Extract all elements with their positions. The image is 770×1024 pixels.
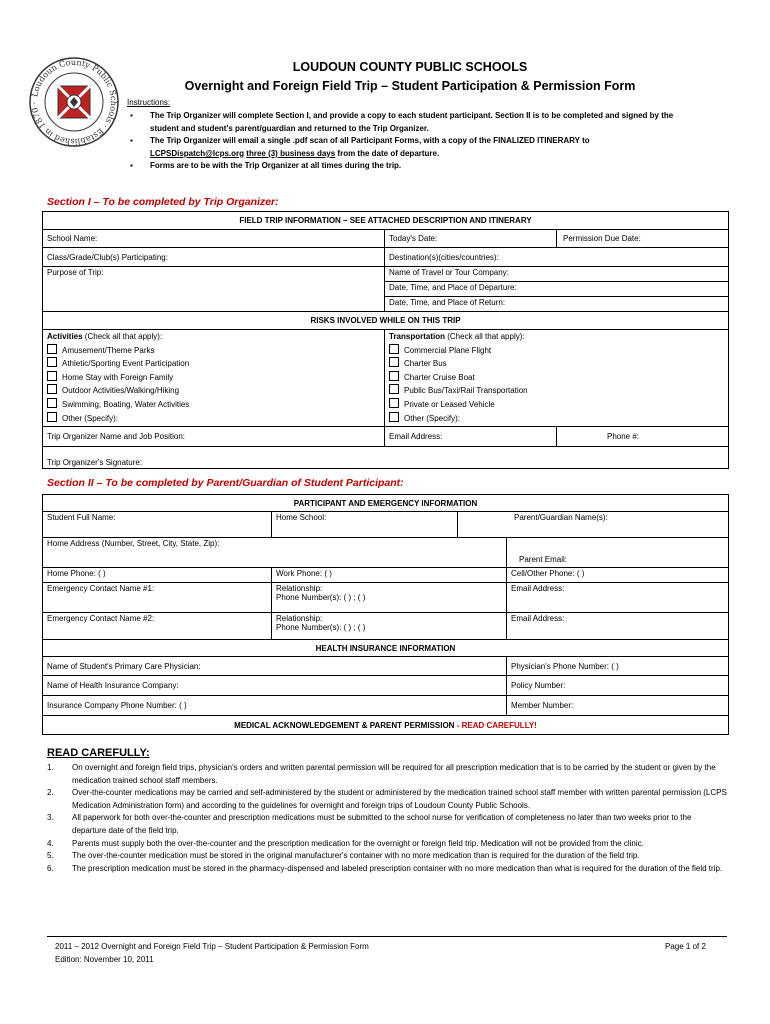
instructions-list xyxy=(130,110,700,173)
destinations-field[interactable]: Destination(s)(cities/countries): xyxy=(385,248,729,267)
form-title: Overnight and Foreign Field Trip – Student Participation & Permission Form xyxy=(184,79,636,93)
dispatch-email-link[interactable]: LCPSDispatch@lcps.org xyxy=(150,148,245,158)
health-insurance-header: HEALTH INSURANCE INFORMATION xyxy=(43,640,729,657)
todays-date-field[interactable]: Today's Date: xyxy=(385,230,557,248)
home-school-field[interactable]: Home School: xyxy=(272,512,458,538)
parent-email-field[interactable]: Parent Email: xyxy=(507,538,729,568)
list-item: 1. On overnight and foreign field trips, physician's orders and written parental permission will be required for all prescription medication that is to be carried by the student or given by the medication trained school staff members. xyxy=(47,763,716,785)
org-title: LOUDOUN COUNTY PUBLIC SCHOOLS xyxy=(292,60,528,74)
transport-checkbox[interactable]: Public Bus/Taxi/Rail Transportation xyxy=(389,384,724,398)
policy-number-field[interactable]: Policy Number: xyxy=(507,676,729,696)
list-item: 5. The over-the-counter medication must be stored in the original manufacturer's container with no more medication than is required for the duration of the field trip. xyxy=(47,851,640,861)
transport-checkbox[interactable]: Other (Specify): xyxy=(389,412,724,426)
insurance-phone-field[interactable]: Insurance Company Phone Number: ( ) xyxy=(43,696,507,716)
travel-company-field[interactable]: Name of Travel or Tour Company: xyxy=(385,267,729,282)
transport-checkbox[interactable]: Charter Cruise Boat xyxy=(389,371,724,385)
physician-field[interactable]: Name of Student's Primary Care Physician: xyxy=(43,657,507,676)
emergency-contact-2-field[interactable]: Emergency Contact Name #2: xyxy=(43,613,272,640)
participant-info-header: PARTICIPANT AND EMERGENCY INFORMATION xyxy=(43,495,729,512)
organizer-signature-field[interactable]: Trip Organizer's Signature: xyxy=(43,447,729,469)
cell-phone-field[interactable]: Cell/Other Phone: ( ) xyxy=(507,568,729,583)
physician-phone-field[interactable]: Physician's Phone Number: ( ) xyxy=(507,657,729,676)
transport-checkbox[interactable]: Commercial Plane Flight xyxy=(389,344,724,358)
organizer-phone-field[interactable]: Phone #: xyxy=(557,427,729,447)
home-phone-field[interactable]: Home Phone: ( ) xyxy=(43,568,272,583)
section1-table xyxy=(42,211,729,469)
instructions-label: Instructions: xyxy=(127,98,171,107)
emergency-contact-1-field[interactable]: Emergency Contact Name #1: xyxy=(43,583,272,613)
emergency-2-email-field[interactable]: Email Address: xyxy=(507,613,729,640)
member-number-field[interactable]: Member Number: xyxy=(507,696,729,716)
medical-ack-header: MEDICAL ACKNOWLEDGEMENT & PARENT PERMISSION - READ CAREFULLY! xyxy=(43,716,729,735)
activities-cell: Activities (Check all that apply): Amusement/Theme Parks Athletic/Sporting Event Participation Home Stay with Foreign Family Outdoor Activities/Walking/Hiking Swimming, Boating, Water Activities Other (Specify): xyxy=(43,330,385,427)
organizer-name-field[interactable]: Trip Organizer Name and Job Position: xyxy=(43,427,385,447)
field-trip-info-header: FIELD TRIP INFORMATION – SEE ATTACHED DESCRIPTION AND ITINERARY xyxy=(43,212,729,230)
transport-checkbox[interactable]: Private or Leased Vehicle xyxy=(389,398,724,412)
list-item: 4. Parents must supply both the over-the-counter and the prescription medication for the overnight or foreign field trip. Medication will not be provided from the clinic. xyxy=(47,838,644,848)
list-item: 6. The prescription medication must be stored in the pharmacy-dispensed and labeled prescription container with no more medication than what is required for the duration of the field trip. xyxy=(47,863,723,873)
school-seal-logo xyxy=(28,56,120,148)
departure-field[interactable]: Date, Time, and Place of Departure: xyxy=(385,282,729,297)
permission-due-date-field[interactable]: Permission Due Date: xyxy=(557,230,729,248)
list-item: 2. Over-the-counter medications may be carried and self-administered by the student or administered by the medication trained school staff member with written parental permission (LCPS Medication Administration form) and according to the guidelines for overnight and foreign trips of Loudoun County Public Schools. xyxy=(47,788,727,810)
return-field[interactable]: Date, Time, and Place of Return: xyxy=(385,297,729,312)
parent-names-field[interactable]: Parent/Guardian Name(s): xyxy=(458,512,729,538)
transport-checkbox[interactable]: Charter Bus xyxy=(389,357,724,371)
section2-table xyxy=(42,494,729,735)
activity-checkbox[interactable]: Amusement/Theme Parks xyxy=(47,344,380,358)
activity-checkbox[interactable]: Outdoor Activities/Walking/Hiking xyxy=(47,384,380,398)
activity-checkbox[interactable]: Home Stay with Foreign Family xyxy=(47,371,380,385)
emergency-1-relationship[interactable]: Relationship: Phone Number(s): ( ) ; ( ) xyxy=(272,583,507,613)
emergency-1-email-field[interactable]: Email Address: xyxy=(507,583,729,613)
school-name-field[interactable]: School Name: xyxy=(43,230,385,248)
list-item: 3. All paperwork for both over-the-counter and prescription medications must be submitted to the school nurse for verification of completeness no later than two weeks prior to the departure date of the field trip. xyxy=(47,813,692,835)
instruction-item: ▪ The Trip Organizer will complete Section I, and provide a copy to each student participant. Section II is to be completed and signed by the student and student's parent/guardian and returned to the Trip Organizer. xyxy=(130,110,700,135)
insurance-company-field[interactable]: Name of Health Insurance Company: xyxy=(43,676,507,696)
organizer-email-field[interactable]: Email Address: xyxy=(385,427,557,447)
activity-checkbox[interactable]: Swimming, Boating, Water Activities xyxy=(47,398,380,412)
risks-header: RISKS INVOLVED WHILE ON THIS TRIP xyxy=(43,312,729,330)
page-number: Page 1 of 2 xyxy=(665,942,706,951)
activity-checkbox[interactable]: Other (Specify): xyxy=(47,412,380,426)
student-name-field[interactable]: Student Full Name: xyxy=(43,512,272,538)
footer-edition: Edition: November 10, 2011 xyxy=(55,955,154,964)
section2-heading: Section II – To be completed by Parent/Guardian of Student Participant: xyxy=(47,477,404,489)
home-address-field[interactable]: Home Address (Number, Street, City, State, Zip): xyxy=(43,538,507,568)
read-carefully-title: READ CAREFULLY: xyxy=(47,747,150,759)
class-grade-field[interactable]: Class/Grade/Club(s) Participating: xyxy=(43,248,385,267)
section1-heading: Section I – To be completed by Trip Organizer: xyxy=(47,196,279,208)
footer-divider xyxy=(47,936,727,937)
purpose-field[interactable]: Purpose of Trip: xyxy=(43,267,385,312)
svg-text:Loudoun County Public Schools: Loudoun County Public Schools · Established in 1870 · xyxy=(28,56,120,148)
instruction-item: ▪ The Trip Organizer will email a single .pdf scan of all Participant Forms, with a copy of the FINALIZED ITINERARY to LCPSDispatch@lcps.org three (3) business days from the date of departure. xyxy=(130,135,700,160)
emergency-2-relationship[interactable]: Relationship: Phone Number(s): ( ) ; ( ) xyxy=(272,613,507,640)
instruction-item: ▪ Forms are to be with the Trip Organizer at all times during the trip. xyxy=(130,160,700,173)
read-carefully-list xyxy=(47,762,727,875)
transport-cell: Transportation (Check all that apply): Commercial Plane Flight Charter Bus Charter Cruise Boat Public Bus/Taxi/Rail Transportation Private or Leased Vehicle Other (Specify): xyxy=(385,330,729,427)
activity-checkbox[interactable]: Athletic/Sporting Event Participation xyxy=(47,357,380,371)
work-phone-field[interactable]: Work Phone: ( ) xyxy=(272,568,507,583)
footer-form-name: 2011 – 2012 Overnight and Foreign Field Trip – Student Participation & Permission Form xyxy=(55,942,369,951)
